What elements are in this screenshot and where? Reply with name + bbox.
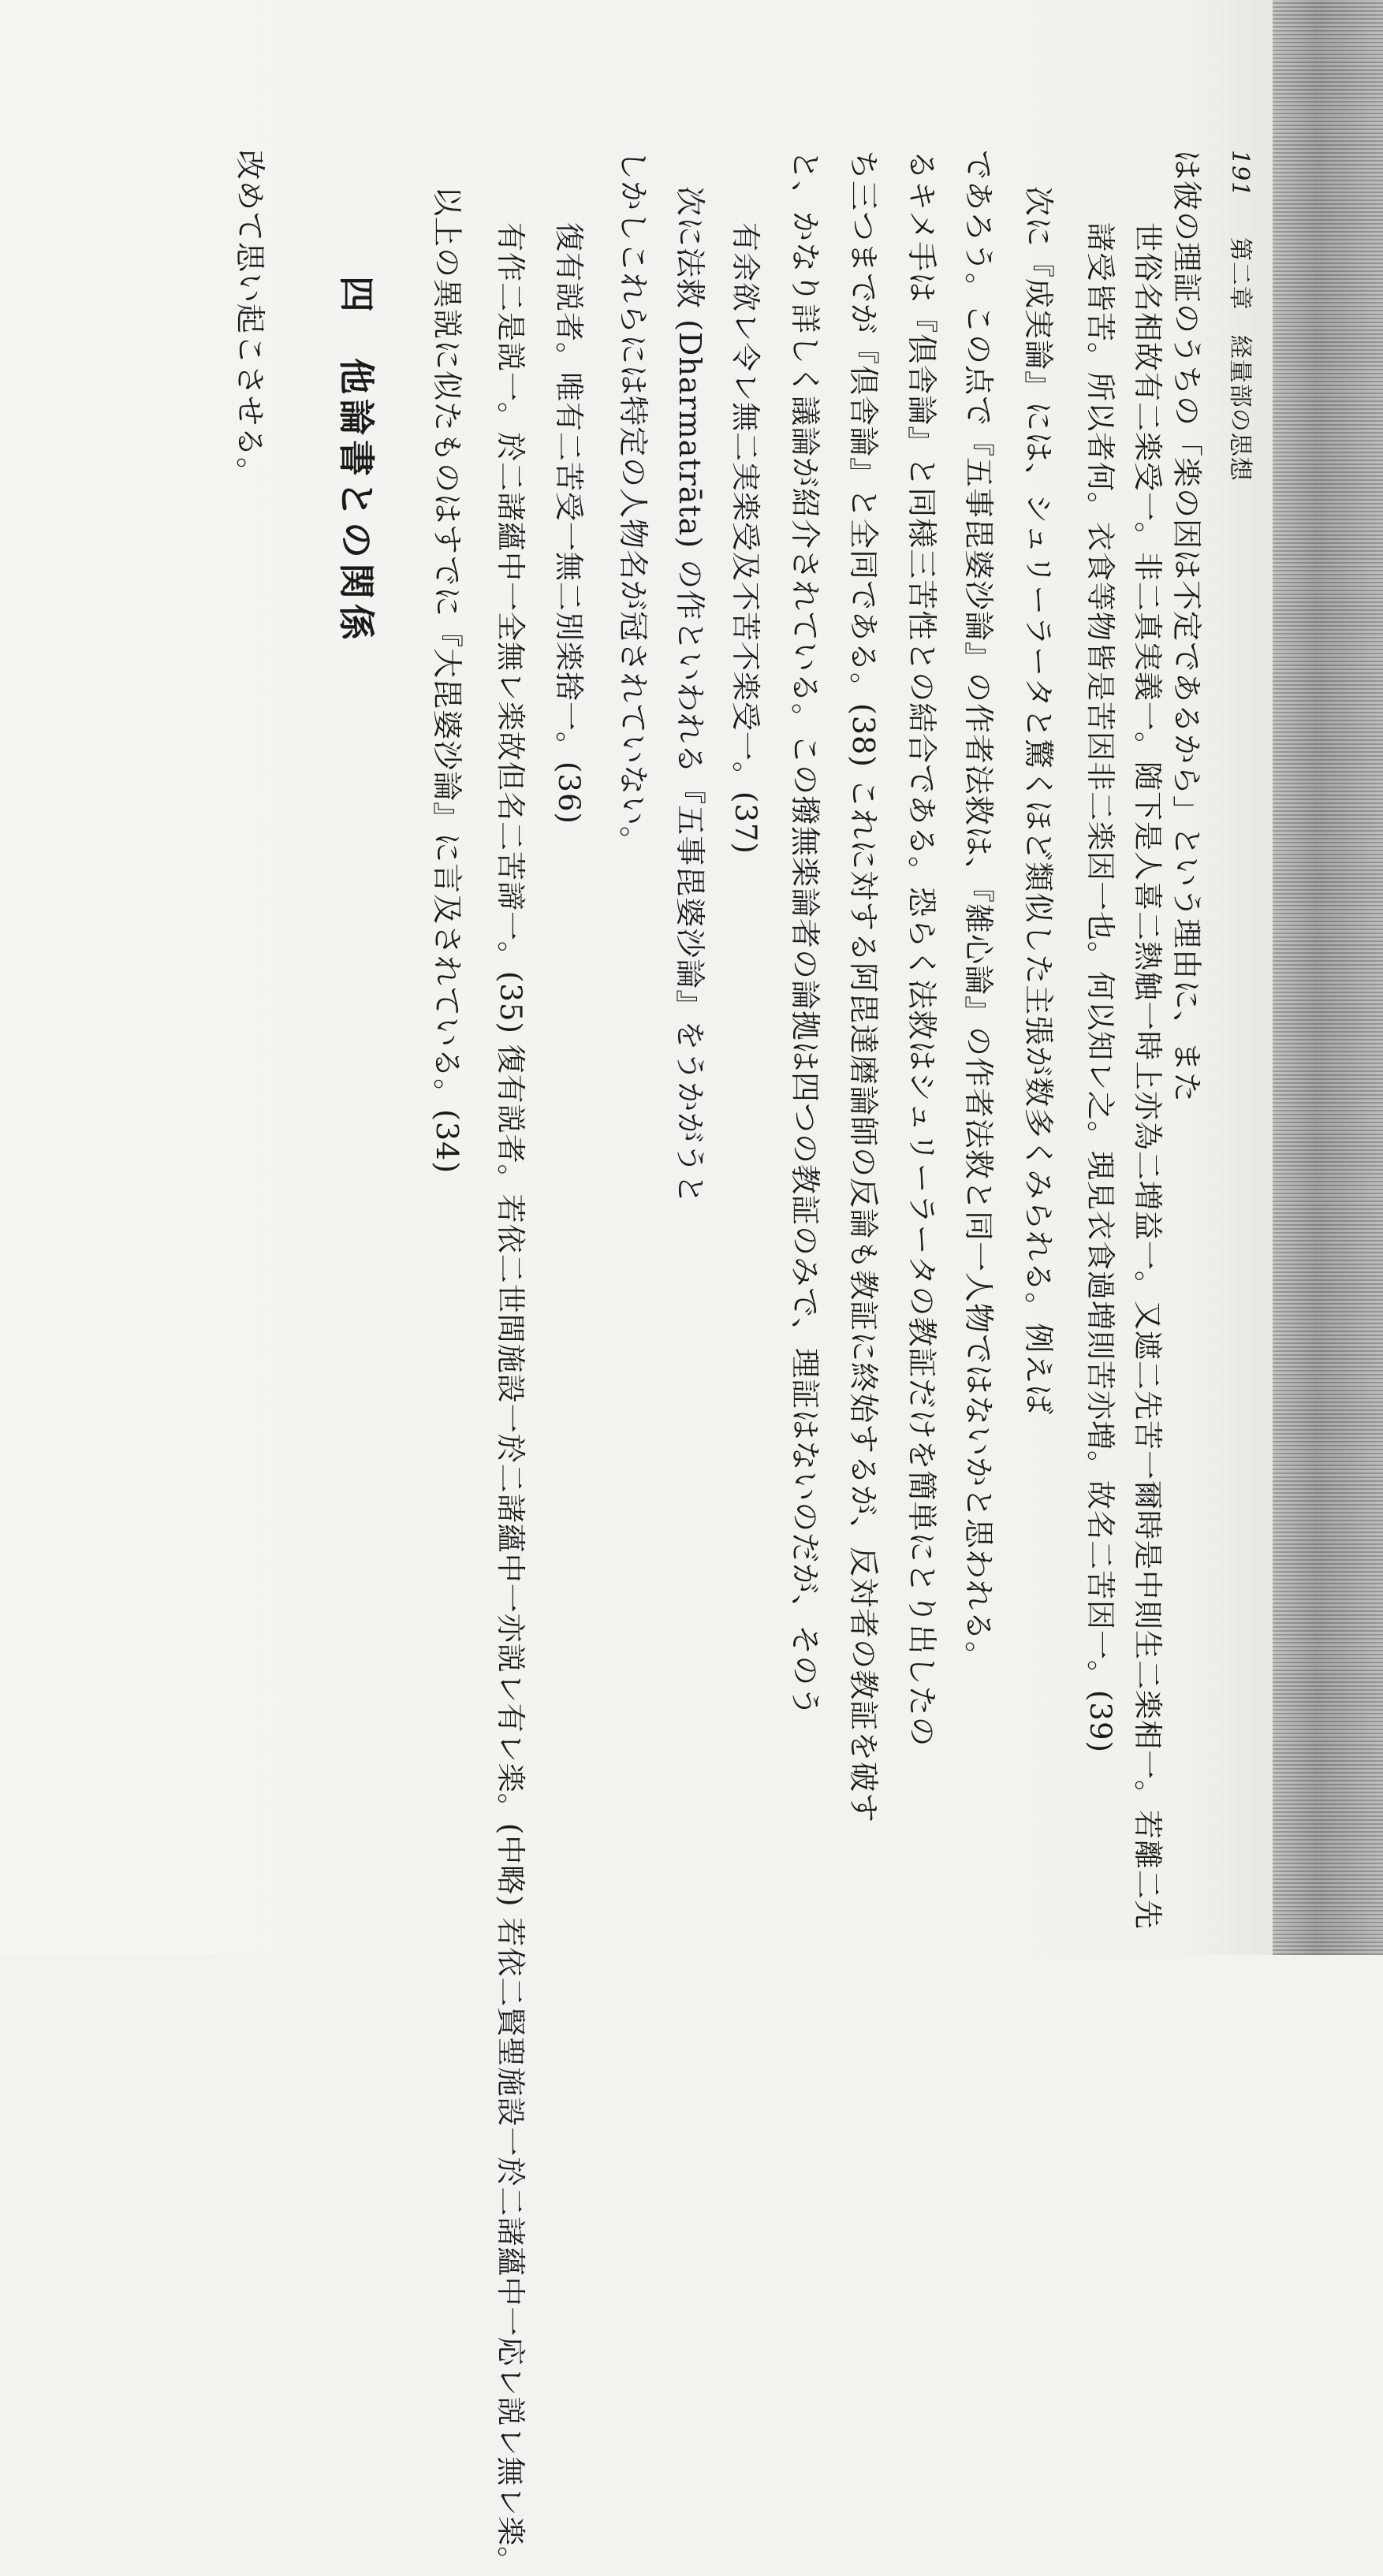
quote-line: 諸受皆苦。所以者何。衣食等物皆是苦因非二楽因一也。何以知レ之。現見衣食過増則苦亦増。故名二苦因一。(39): [1083, 222, 1117, 1753]
text-line: 次に『成実論』には、シュリーラータと驚くほど類似した主張が数多くみられる。例えば: [1021, 186, 1056, 1416]
quote-line: 有作二是説一。於二諸蘊中一全無レ楽故但名二苦諦一。(35) 復有説者。若依二世間施設一於二諸蘊中一亦説レ有レ楽。(中略) 若依二賢聖施設一於二諸蘊中一応レ説レ無レ楽。: [494, 222, 527, 2576]
scanner-shadow-edge: [1273, 0, 1383, 1955]
text-line: るキメ手は『倶舎論』と同様三苦性との結合である。恐らく法救はシュリーラータの教証だけを簡単にとり出したの: [904, 150, 939, 1748]
text-line: であろう。この点で『五事毘婆沙論』の作者法救は、『雑心論』の作者法救と同一人物ではないかと思われる。: [961, 150, 996, 1673]
section-heading: 四 他論書との関係: [335, 276, 378, 645]
running-header: [1225, 150, 1254, 1750]
text-line: 次に法救 (Dharmatrāta) の作といわれる『五事毘婆沙論』をうかがうと: [673, 186, 707, 1205]
text-line: ち三つまでが『倶舎論』と全同である。(38) これに対する阿毘達磨論師の反論も教証に終始するが、反対者の教証を破す: [846, 150, 881, 1824]
quote-line: 世俗名相故有二楽受一。非二真実義一。随下是人喜二熱触一時上亦為二増益一。又遮二先苦一爾時是中則生二楽相一。若離二先: [1131, 222, 1165, 1930]
quote-line: 復有説者。唯有二苦受一無二別楽捨一。(36): [552, 222, 586, 825]
text-line: は彼の理証のうちの「楽の因は不定であるから」という理由に、また: [1169, 150, 1204, 1104]
page-content-rotated: [213, 150, 1254, 2576]
text-line: 以上の異説に似たものはすでに『大毘婆沙論』に言及されている。(34): [430, 186, 464, 1174]
page-number: 191: [1226, 150, 1254, 198]
text-line: と、かなり詳しく議論が紹介されている。この撥無楽論者の論拠は四つの教証のみで、理証はないのだが、そのう: [788, 150, 822, 1718]
text-line: しかしこれらには特定の人物名が冠されていない。: [616, 150, 650, 858]
text-line: 改めて思い起こさせる。: [233, 150, 267, 489]
chapter-title: 第二章 経量部の思想: [1226, 236, 1254, 482]
quote-line: 有余欲レ令レ無二実楽受及不苦不楽受一。(37): [729, 222, 762, 854]
